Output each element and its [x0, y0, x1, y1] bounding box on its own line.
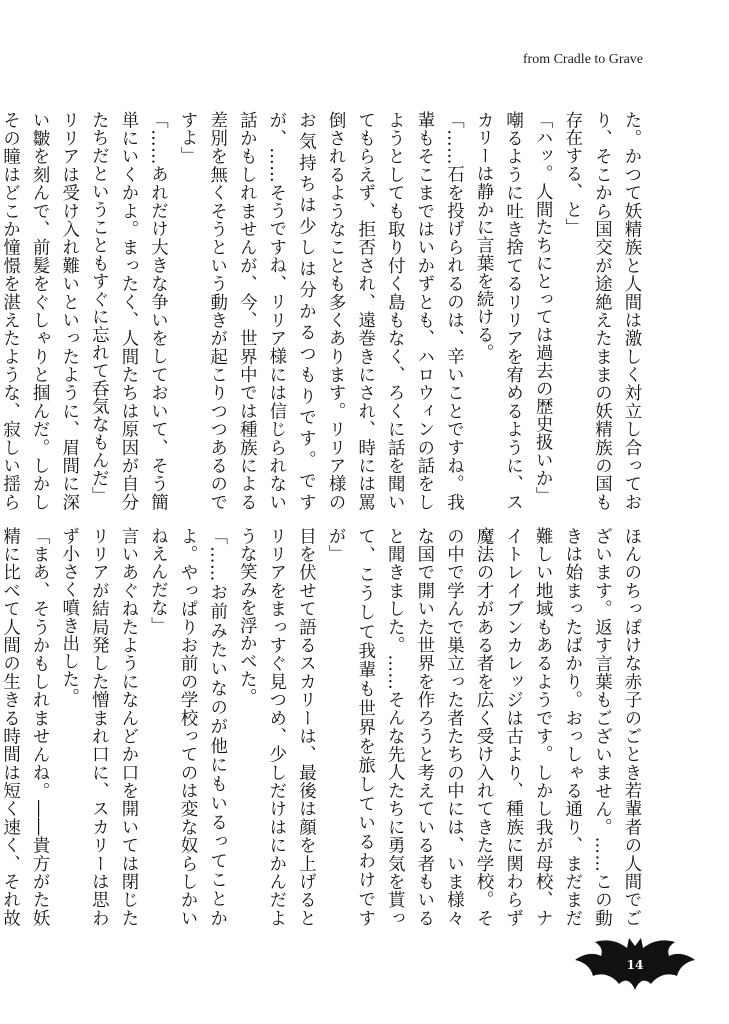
paragraph: 「……石を投げられるのは、辛いことですね。我輩もそこまではいかずとも、ハロウィンの話をしようとしても取り付く島もなく、ろくに話を聞いてもらえず、拒否され、遠巻きにされ、時には罵倒されるようなことも多くあります。リリア様のお気持ちは少しは分かるつもりです。ですが、……そうですね、リリア様には信じられない話かもしれませんが、今、世界中では種族による差別を無くそうという動きが起こりつつあるのですよ」 [177, 111, 464, 511]
paragraph: 目を伏せて語るスカリーは、最後は顔を上げるとリリアをまっすぐ見つめ、少しだけはにかんだような笑みを浮かべた。 [236, 527, 316, 927]
paragraph: 「まあ、そうかもしれませんね。――貴方がた妖精に比べて人間の生きる時間は短く速く、それ故 [0, 527, 50, 927]
text-column-bottom [0, 527, 645, 927]
page-number: 14 [626, 958, 644, 972]
paragraph: 「ハッ。人間たちにとっては過去の歴史扱いか」 [532, 111, 553, 505]
paragraph: 言いあぐねたようになんどか口を開いては閉じたリリアが結局発した憎まれ口に、スカリーは思わず小さく噴き出した。 [58, 527, 138, 927]
paragraph: 嘲るように吐き捨てるリリアを宥めるように、スカリーは静かに言葉を続ける。 [473, 111, 523, 511]
paragraph: 「……お前みたいなのが他にもいるってことかよ。やっぱりお前の学校ってのは変な奴らしかいねえんだな」 [147, 527, 227, 927]
paragraph: リリアは受け入れ難いといったように、眉間に深い皺を刻んで、前髪をぐしゃりと掴んだ。しかしその瞳はどこか憧憬を湛えたような、寂しい揺ら [0, 111, 79, 511]
paragraph: 「……あれだけ大きな争いをしておいて、そう簡単にいくかよ。まったく、人間たちは原因が自分たちだということもすぐに忘れて呑気なもんだ」 [88, 111, 168, 511]
paragraph: た。かつて妖精族と人間は激しく対立し合っており、そこから国交が途絶えたままの妖精族の国も存在する、と」 [561, 111, 641, 511]
paragraph: ほんのちっぽけな赤子のごとき若輩者の人間でございます。返す言葉もございません。……この動きは始まったばかり。おっしゃる通り、まだまだ難しい地域もあるようです。しかし我が母校、ナイトレイブンカレッジは古より、種族に関わらず魔法の才がある者を広く受け入れてきた学校。その中で学んで巣立った者たちの中には、いま様々な国で開いた世界を作ろうと考えている者もいると聞きました。……そんな先人たちに勇気を貰って、こうして我輩も世界を旅しているわけですが」 [325, 527, 641, 927]
text-column-top [0, 111, 645, 511]
running-header: from Cradle to Grave [522, 52, 643, 67]
